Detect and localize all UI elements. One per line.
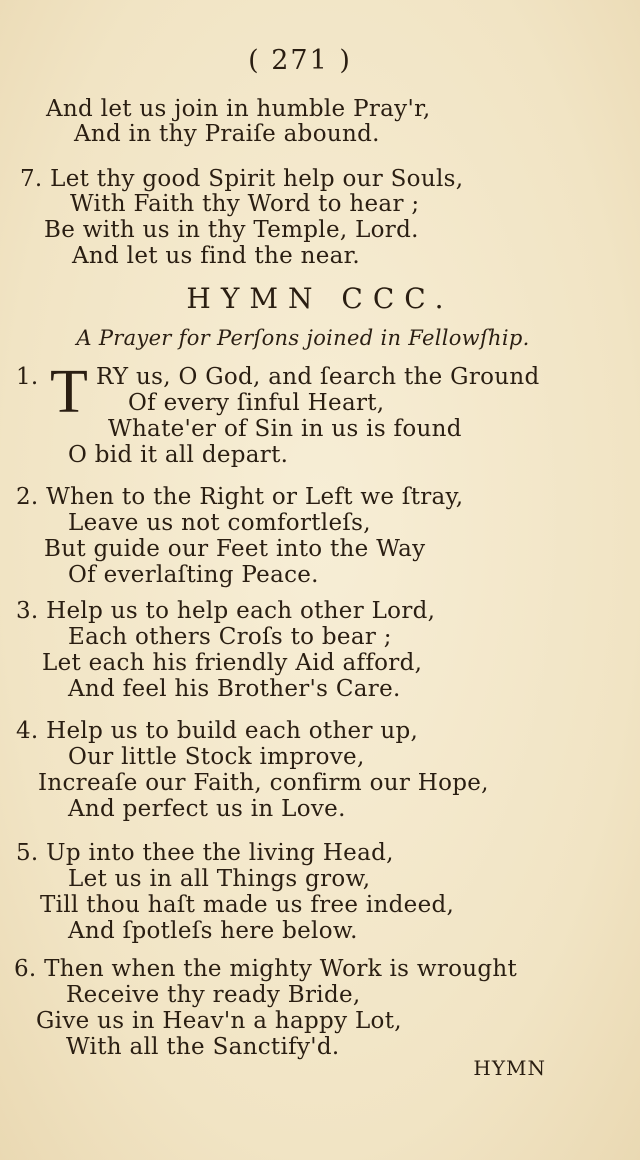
verse-4-line-3: Increaſe our Faith, confirm our Hope, (38, 770, 489, 796)
continuation-line-2: And in thy Praiſe abound. (74, 121, 380, 147)
verse-7-line-3: Be with us in thy Temple, Lord. (44, 217, 419, 243)
verse-2-line-4: Of everlaſting Peace. (68, 562, 319, 588)
verse-4-line-2: Our little Stock improve, (68, 744, 365, 770)
verse-5-line-1: 5. Up into thee the living Head, (16, 840, 394, 866)
verse-4-line-4: And perfect us in Love. (68, 796, 346, 822)
verse-6-line-4: With all the Sanctify'd. (66, 1034, 340, 1060)
verse-5-line-3: Till thou haſt made us free indeed, (40, 892, 455, 918)
verse-3-line-1: 3. Help us to help each other Lord, (16, 598, 436, 624)
verse-3-line-3: Let each his friendly Aid afford, (42, 650, 423, 676)
verse-1-line-4: O bid it all depart. (68, 442, 289, 468)
verse-5-line-4: And ſpotleſs here below. (68, 918, 358, 944)
catchword: HYMN (473, 1056, 546, 1080)
verse-3-line-4: And feel his Brother's Care. (68, 676, 401, 702)
verse-6-line-2: Receive thy ready Bride, (66, 982, 361, 1008)
continuation-line-1: And let us join in humble Pray'r, (46, 96, 431, 122)
verse-2-line-3: But guide our Feet into the Way (44, 536, 426, 562)
verse-6-line-1: 6. Then when the mighty Work is wrought (14, 956, 518, 982)
verse-7-line-2: With Faith thy Word to hear ; (70, 191, 420, 217)
hymn-subtitle: A Prayer for Perſons joined in Fellowſhip. (76, 326, 530, 350)
verse-7-line-4: And let us find the near. (72, 243, 361, 269)
verse-6-line-3: Give us in Heav'n a happy Lot, (36, 1008, 402, 1034)
verse-5-line-2: Let us in all Things grow, (68, 866, 371, 892)
hymn-title: HYMN CCC. (186, 282, 454, 315)
verse-7-line-1: 7. Let thy good Spirit help our Souls, (20, 166, 464, 192)
verse-1-number: 1. (16, 364, 39, 390)
verse-2-line-2: Leave us not comfortleſs, (68, 510, 371, 536)
drop-cap: T (50, 358, 88, 426)
verse-1-line-3: Whate'er of Sin in us is found (108, 416, 462, 442)
verse-4-line-1: 4. Help us to build each other up, (16, 718, 419, 744)
verse-1-line-2: Of every ſinful Heart, (128, 390, 385, 416)
verse-3-line-2: Each others Croſs to bear ; (68, 624, 392, 650)
page-number: ( 271 ) (248, 45, 352, 76)
verse-1-line-1: RY us, O God, and ſearch the Ground (96, 364, 540, 390)
verse-2-line-1: 2. When to the Right or Left we ſtray, (16, 484, 464, 510)
